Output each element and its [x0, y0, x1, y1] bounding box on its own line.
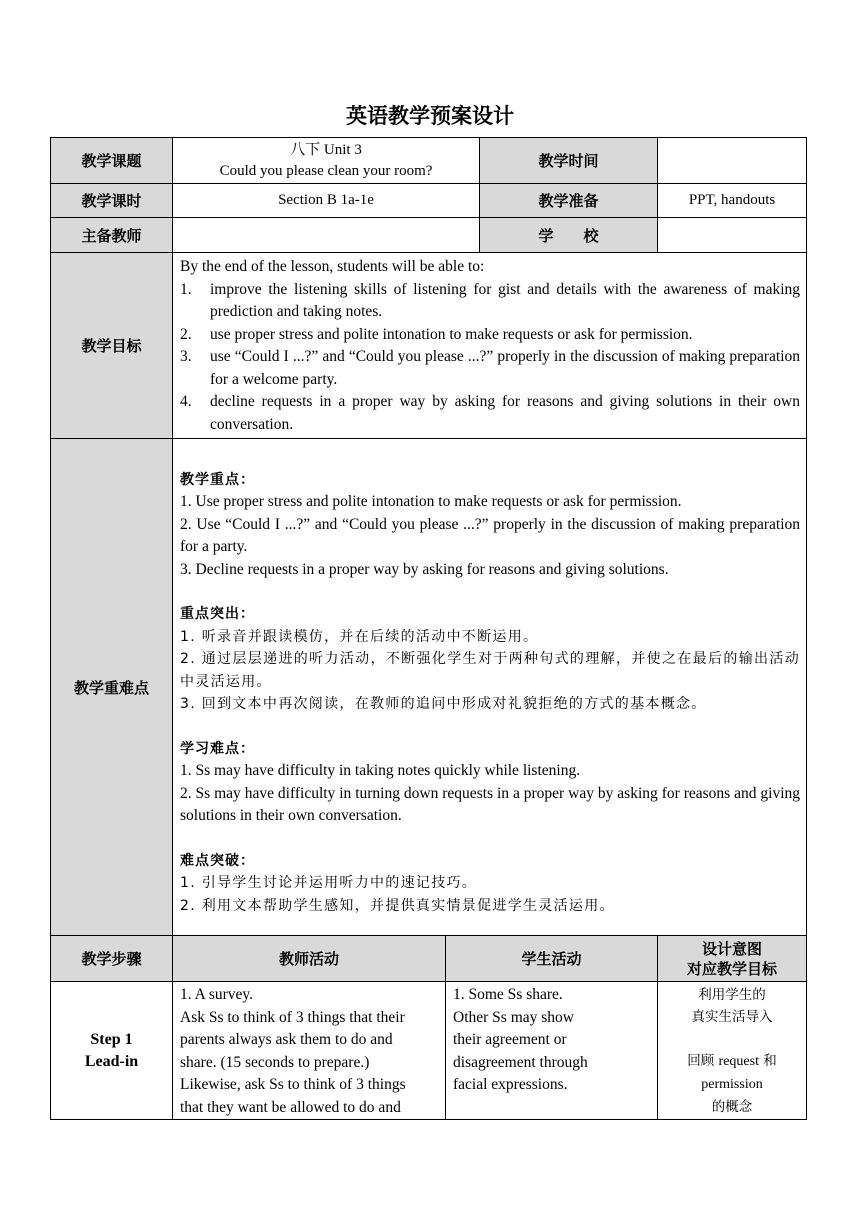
topic-title: Could you please clean your room?: [219, 162, 433, 179]
breakthrough-item: 1. 听录音并跟读模仿，并在后续的活动中不断运用。: [180, 628, 539, 645]
topic-value: [173, 138, 480, 184]
objective-item: 2. use proper stress and polite intonation to make requests or ask for permission.: [180, 325, 693, 343]
focus-heading: 教学重点：: [180, 471, 255, 488]
topic-unit: 八下 Unit 3: [290, 141, 362, 158]
teacher-activity-header: 教师活动: [173, 936, 446, 982]
design-intent-header: 设计意图 对应教学目标: [658, 936, 807, 982]
page-title: 英语教学预案设计: [346, 104, 514, 128]
prep-label: 教学准备: [480, 184, 658, 218]
teacher-label: 主备教师: [51, 218, 173, 253]
breakthrough-item: 2. 通过层层递进的听力活动，不断强化学生对于两种句式的理解，并使之在最后的输出活动中灵活运用。: [180, 651, 801, 690]
solution-item: 2. 利用文本帮助学生感知，并提供真实情景促进学生灵活运用。: [180, 897, 615, 914]
topic-label: 教学课题: [51, 138, 173, 184]
solution-item: 1. 引导学生讨论并运用听力中的速记技巧。: [180, 875, 478, 892]
time-label: 教学时间: [480, 138, 658, 184]
row-key-points: [51, 439, 807, 936]
difficulty-item: 2. Ss may have difficulty in turning down requests in a proper way by asking for reasons and giving solutions in their own conversation.: [180, 784, 801, 825]
key-points-content: [173, 439, 807, 936]
prep-value: PPT, handouts: [658, 184, 807, 218]
objectives-content: [173, 253, 807, 439]
objectives-intro: By the end of the lesson, students will be able to:: [180, 258, 485, 275]
step1-teacher-activity: 1. A survey. Ask Ss to think of 3 things that their parents always ask them to do and share. (15 seconds to prepare.) Likewise, ask Ss to think of 3 things that they want be allowed to do and: [173, 982, 446, 1120]
objectives-label: 教学目标: [51, 253, 173, 439]
row-steps-header: [51, 936, 807, 982]
row-step1: [51, 982, 807, 1120]
focus-item: 3. Decline requests in a proper way by asking for reasons and giving solutions.: [180, 560, 669, 578]
focus-item: 1. Use proper stress and polite intonation to make requests or ask for permission.: [180, 493, 682, 511]
row-period: [51, 184, 807, 218]
step-header: 教学步骤: [51, 936, 173, 982]
time-value: [658, 138, 807, 184]
key-points-label: 教学重难点: [51, 439, 173, 936]
objective-item: 4. decline requests in a proper way by asking for reasons and giving solutions in their own conversation.: [180, 393, 801, 433]
school-value: [658, 218, 807, 253]
period-label: 教学课时: [51, 184, 173, 218]
row-objectives: [51, 253, 807, 439]
teacher-value: [173, 218, 480, 253]
focus-item: 2. Use “Could I ...?” and “Could you please ...?” properly in the discussion of making preparation for a party.: [180, 515, 801, 556]
breakthrough-heading: 重点突出：: [180, 606, 255, 623]
step1-student-activity: 1. Some Ss share. Other Ss may show their agreement or disagreement through facial expressions.: [446, 982, 658, 1120]
breakthrough-item: 3. 回到文本中再次阅读，在教师的追问中形成对礼貌拒绝的方式的基本概念。: [180, 696, 707, 713]
row-topic: [51, 138, 807, 184]
objective-item: 3. use “Could I ...?” and “Could you please ...?” properly in the discussion of making preparation for a welcome party.: [180, 348, 801, 388]
student-activity-header: 学生活动: [446, 936, 658, 982]
objectives-list: [180, 279, 800, 437]
row-teacher: [51, 218, 807, 253]
period-value: Section B 1a-1e: [173, 184, 480, 218]
solution-heading: 难点突破：: [180, 852, 255, 869]
difficulty-heading: 学习难点：: [180, 740, 255, 757]
difficulty-item: 1. Ss may have difficulty in taking notes quickly while listening.: [180, 762, 581, 780]
school-label: 学 校: [480, 218, 658, 253]
lesson-plan-table: [50, 137, 807, 1120]
objective-item: 1. improve the listening skills of listening for gist and details with the awareness of making prediction and taking notes.: [180, 280, 801, 320]
step1-label: Step 1 Lead-in: [51, 982, 173, 1120]
step1-design-intent: 利用学生的 真实生活导入 回顾 request 和 permission 的概念: [658, 982, 807, 1120]
